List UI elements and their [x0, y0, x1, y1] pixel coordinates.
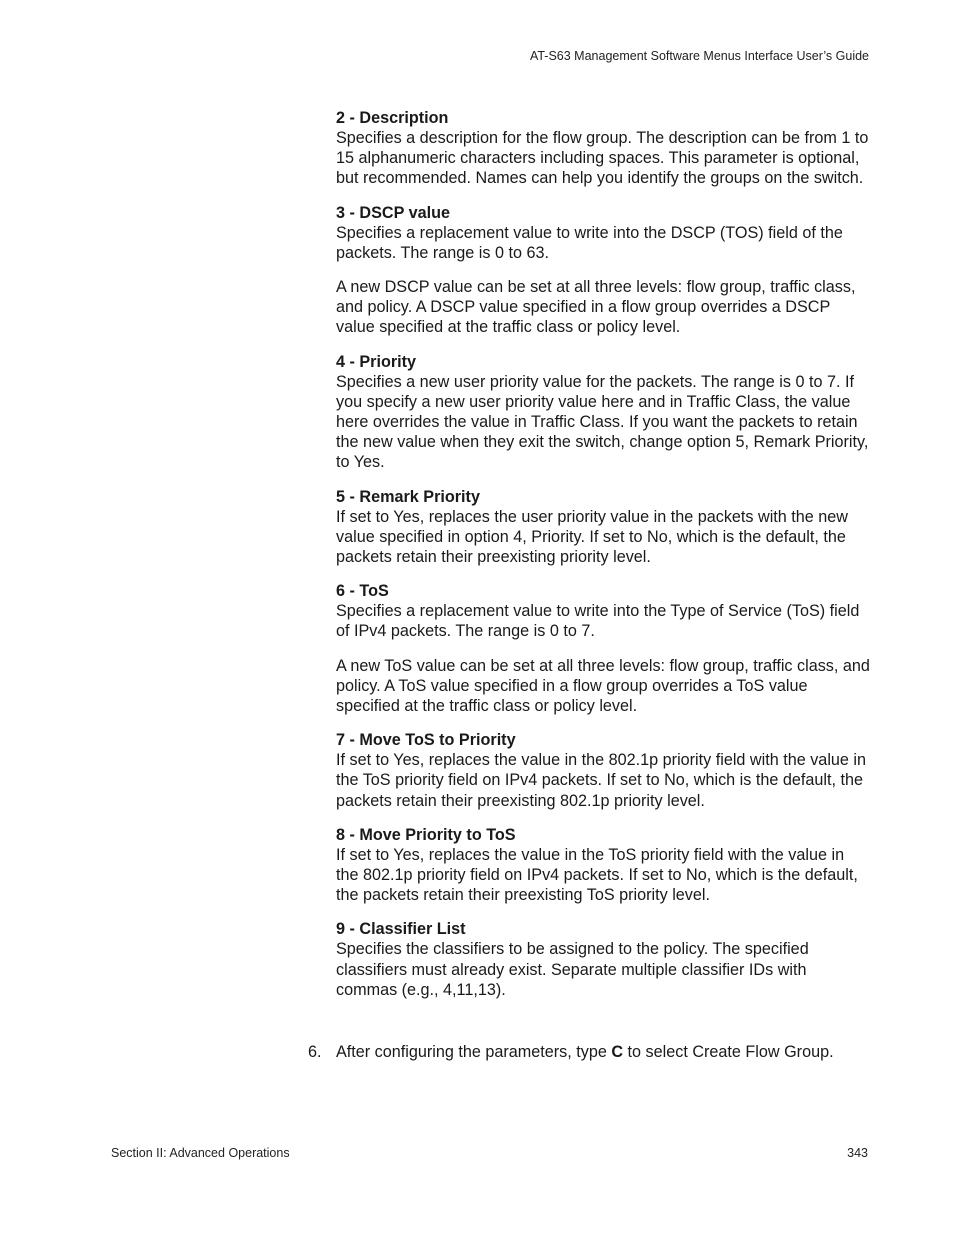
param-tos — [336, 581, 871, 716]
param-title: 6 - ToS — [336, 582, 389, 601]
param-text: If set to Yes, replaces the value in the 802.1p priority field with the value in the ToS priority field on IPv4 packets. If set to No, which is the default, the packets retain their preexisting 802.1p priority level. — [336, 751, 867, 810]
step-text — [336, 1042, 834, 1062]
param-title: 2 - Description — [336, 109, 449, 127]
param-title: 5 - Remark Priority — [336, 487, 480, 506]
param-move-tos-to-priority — [336, 730, 871, 811]
step-text-before: After configuring the parameters, type — [336, 1043, 612, 1061]
param-title: 3 - DSCP value — [336, 203, 450, 222]
step-text-after: to select Create Flow Group. — [623, 1043, 834, 1061]
param-text: Specifies a description for the flow group. The description can be from 1 to 15 alphanumeric characters including spaces. This parameter is optional, but recommended. Names can help you identify the groups on the switch. — [336, 129, 869, 188]
param-title: 4 - Priority — [336, 352, 417, 371]
param-title: 9 - Classifier List — [336, 920, 466, 939]
running-header: AT-S63 Management Software Menus Interface User’s Guide — [529, 49, 869, 63]
param-title: 8 - Move Priority to ToS — [336, 825, 516, 844]
param-remark-priority — [336, 487, 871, 568]
param-text: A new ToS value can be set at all three levels: flow group, traffic class, and policy. A ToS value specified in a flow group overrides a ToS value specified at the traffic class or policy level. — [336, 656, 870, 716]
param-text: Specifies a replacement value to write into the DSCP (TOS) field of the packets. The range is 0 to 63. — [336, 223, 843, 262]
param-classifier-list — [336, 919, 871, 1000]
param-priority — [336, 352, 871, 473]
param-title: 7 - Move ToS to Priority — [336, 731, 516, 750]
param-text: Specifies the classifiers to be assigned to the policy. The specified classifiers must already exist. Separate multiple classifier IDs with commas (e.g., 4,11,13). — [336, 940, 809, 999]
footer-section: Section II: Advanced Operations — [111, 1146, 290, 1160]
param-dscp-value — [336, 203, 871, 338]
page-number: 343 — [847, 1146, 868, 1160]
param-description — [336, 108, 871, 189]
param-move-priority-to-tos — [336, 825, 871, 906]
param-text: Specifies a replacement value to write into the Type of Service (ToS) field of IPv4 packets. The range is 0 to 7. — [336, 602, 860, 641]
parameter-list — [336, 108, 871, 1014]
param-text: If set to Yes, replaces the value in the ToS priority field with the value in the 802.1p priority field on IPv4 packets. If set to No, which is the default, the packets retain their preexisting ToS priority level. — [336, 845, 858, 905]
step-key: C — [611, 1043, 624, 1061]
param-text: If set to Yes, replaces the user priority value in the packets with the new value specified in option 4, Priority. If set to No, which is the default, the packets retain their preexisting priority level. — [336, 507, 848, 567]
param-text: A new DSCP value can be set at all three levels: flow group, traffic class, and policy. A DSCP value specified in a flow group overrides a DSCP value specified at the traffic class or policy level. — [336, 278, 856, 337]
step-number: 6. — [308, 1043, 322, 1061]
param-text: Specifies a new user priority value for the packets. The range is 0 to 7. If you specify a new user priority value here and in Traffic Class, the value here overrides the value in Traffic Class. If you want the packets to retain the new value when they exit the switch, change option 5, Remark Priority, to Yes. — [336, 372, 869, 472]
